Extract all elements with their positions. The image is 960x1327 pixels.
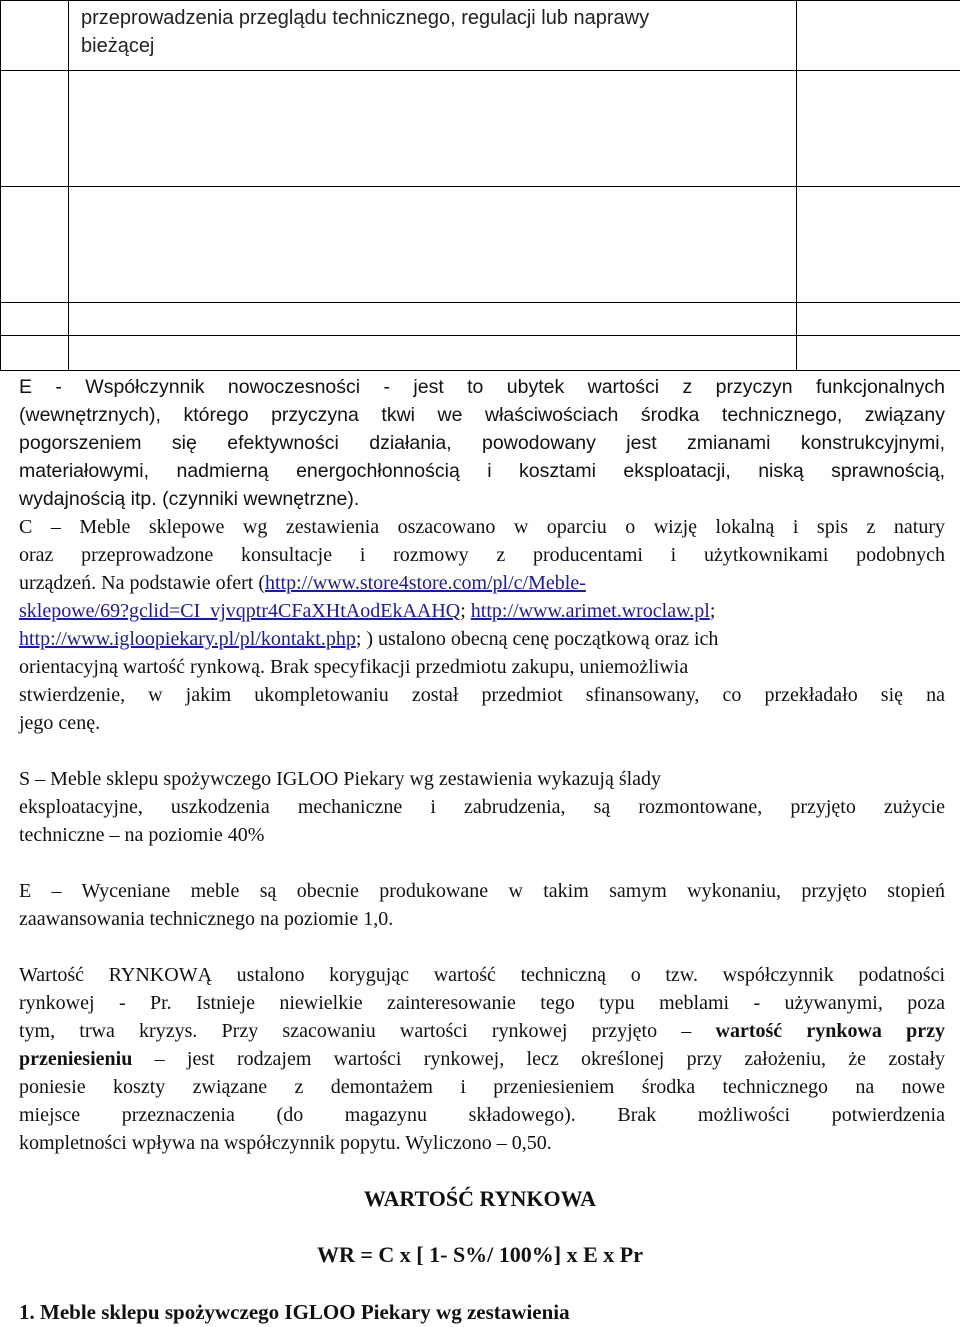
table-cell [1, 1, 69, 71]
text-line: C – Meble sklepowe wg zestawienia oszacowano w oparciu o wizję lokalną i spis z natury [19, 516, 945, 538]
text-line: orientacyjną wartość rynkową. Brak specyfikacji przedmiotu zakupu, uniemożliwia [19, 656, 689, 678]
paragraph-modernity-factor [19, 877, 945, 933]
table-row [1, 303, 960, 336]
text-line: jego cenę. [19, 712, 101, 734]
text-line [19, 1017, 945, 1045]
text-fragment: ; ) ustalono obecną cenę początkową oraz ich [355, 628, 719, 650]
bold-term: przeniesieniu [19, 1048, 133, 1070]
table-row [1, 336, 960, 371]
text-fragment: tym, trwa kryzys. Przy szacowaniu wartości rynkowej przyjęto – [19, 1020, 716, 1042]
text-line: stwierdzenie, w jakim ukompletowaniu został przedmiot sfinansowany, co przekładało się na [19, 684, 945, 706]
text-line: miejsce przeznaczenia (do magazynu składowego). Brak możliwości potwierdzenia [19, 1104, 945, 1126]
text-fragment: urządzeń. Na podstawie ofert ( [19, 572, 265, 594]
valuation-table [0, 0, 960, 371]
paragraph-wear [19, 765, 945, 849]
bold-term: wartość rynkowa przy [715, 1020, 945, 1042]
formula: WR = C x [ 1- S%/ 100%] x E x Pr [316, 1242, 643, 1267]
text-line: oraz przeprowadzone konsultacje i rozmowy z producentami i użytkownikami podobnych [19, 544, 945, 566]
section-title: 1. Meble sklepu spożywczego IGLOO Piekary wg zestawienia [19, 1300, 570, 1324]
table-cell [797, 1, 960, 71]
table-cell [1, 70, 69, 186]
table-cell [69, 336, 797, 371]
store4store-link[interactable]: http://www.store4store.com/pl/c/Meble- [265, 572, 586, 594]
paragraph-initial-price [19, 513, 945, 737]
cell-text-line: bieżącej [81, 35, 155, 57]
arimet-link[interactable]: http://www.arimet.wroclaw.pl [470, 600, 710, 622]
table-row [1, 187, 960, 303]
text-line: E – Wyceniane meble są obecnie produkowane w takim samym wykonaniu, przyjęto stopień [19, 880, 945, 902]
paragraph-market-value [19, 961, 945, 1157]
table-cell [797, 187, 960, 303]
igloopiekary-link[interactable]: http://www.igloopiekary.pl/pl/kontakt.php [19, 628, 356, 650]
cell-text-line: przeprowadzenia przeglądu technicznego, regulacji lub naprawy [81, 7, 650, 29]
table-cell [797, 336, 960, 371]
paragraph-obsolescence-factor [19, 373, 945, 513]
text-line [19, 569, 945, 597]
store4store-link-continued[interactable]: sklepowe/69?gclid=CI_vjvqptr4CFaXHtAodEkAAHQ [19, 600, 461, 622]
table-cell [797, 303, 960, 336]
market-value-heading: WARTOŚĆ RYNKOWA [363, 1186, 597, 1211]
text-line: wydajnością itp. (czynniki wewnętrzne). [19, 488, 360, 510]
text-line [19, 625, 945, 653]
text-line: E - Współczynnik nowoczesności - jest to ubytek wartości z przyczyn funkcjonalnych [19, 376, 945, 398]
text-fragment: ; [460, 600, 471, 622]
table-row [1, 70, 960, 186]
text-line: pogorszeniem się efektywności działania, powodowany jest zmianami konstrukcyjnymi, [19, 432, 945, 454]
text-line: (wewnętrznych), którego przyczyna tkwi we właściwościach środka technicznego, związany [19, 404, 945, 426]
table-row [1, 1, 960, 71]
table-cell [1, 303, 69, 336]
text-line: eksploatacyjne, uszkodzenia mechaniczne i zabrudzenia, są rozmontowane, przyjęto zużycie [19, 796, 945, 818]
table-cell [69, 70, 797, 186]
text-line [19, 597, 945, 625]
text-fragment: ; [709, 600, 716, 622]
table-cell [797, 70, 960, 186]
text-line: zaawansowania technicznego na poziomie 1,0. [19, 908, 394, 930]
table-cell [1, 187, 69, 303]
table-cell [69, 303, 797, 336]
text-line: S – Meble sklepu spożywczego IGLOO Piekary wg zestawienia wykazują ślady [19, 768, 662, 790]
table-cell [69, 1, 797, 71]
text-line [19, 1045, 945, 1073]
table-cell [1, 336, 69, 371]
text-line: rynkowej - Pr. Istnieje niewielkie zainteresowanie tego typu meblami - używanymi, poza [19, 992, 945, 1014]
text-line: materiałowymi, nadmierną energochłonnością i kosztami eksploatacji, niską sprawnością, [19, 460, 945, 482]
text-line: kompletności wpływa na współczynnik popytu. Wyliczono – 0,50. [19, 1132, 552, 1154]
text-fragment: – jest rodzajem wartości rynkowej, lecz określonej przy założeniu, że zostały [132, 1048, 945, 1070]
text-line: poniesie koszty związane z demontażem i przeniesieniem środka technicznego na nowe [19, 1076, 945, 1098]
text-line: techniczne – na poziomie 40% [19, 824, 265, 846]
text-line: Wartość RYNKOWĄ ustalono korygując wartość techniczną o tzw. współczynnik podatności [19, 964, 945, 986]
table-cell [69, 187, 797, 303]
